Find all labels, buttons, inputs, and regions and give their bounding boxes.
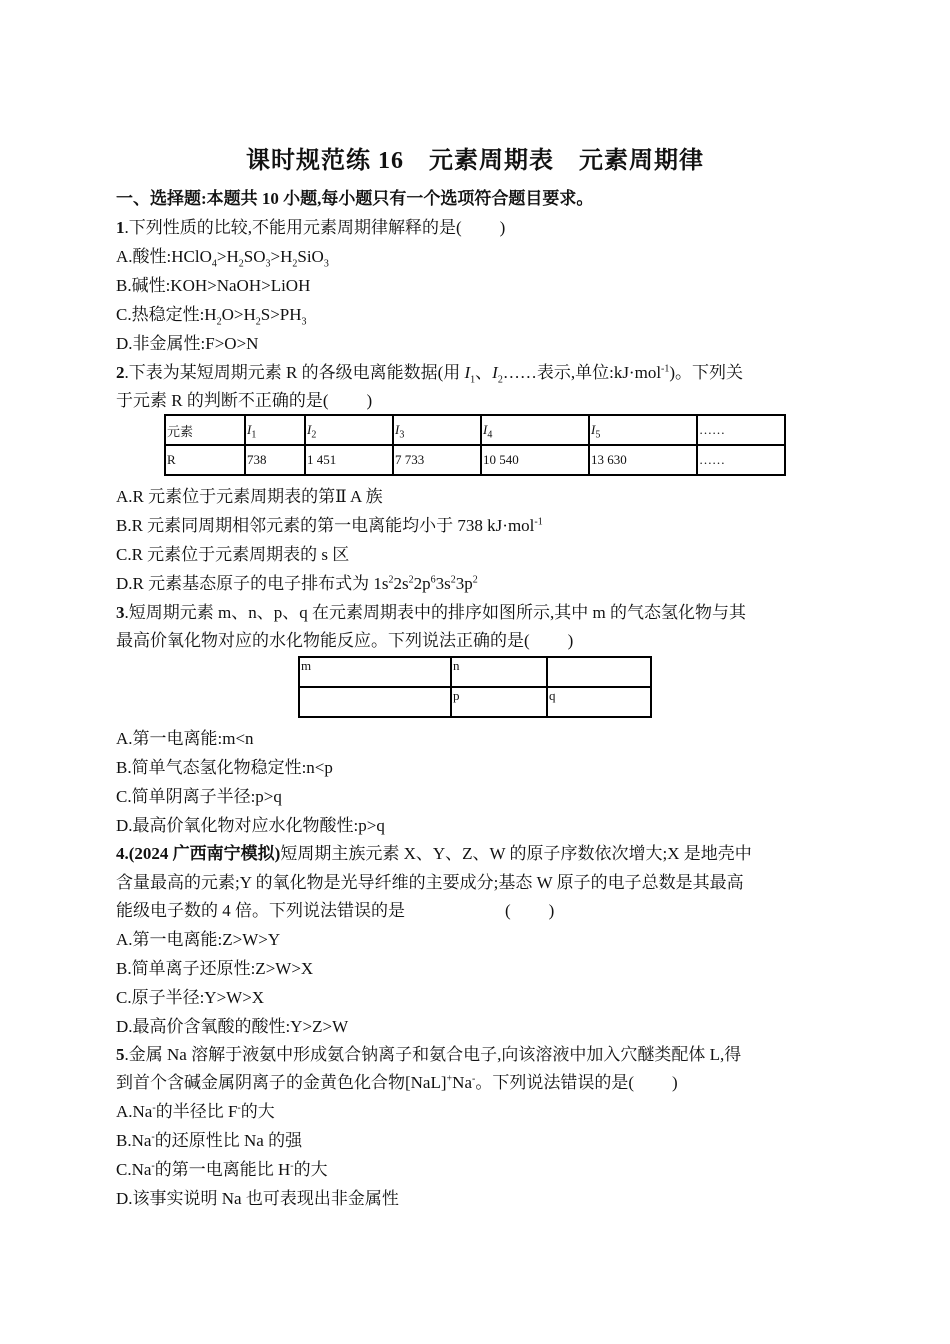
q5-b-part2: 的还原性比 Na 的强 [154, 1131, 303, 1150]
q3-stem-part1: .短周期元素 m、n、p、q 在元素周期表中的排序如图所示,其中 m 的气态氢化物与其 [124, 603, 746, 622]
q4-stem-line2: 含量最高的元素;Y 的氧化物是光导纤维的主要成分;基态 W 原子的电子总数是其最高 [116, 873, 744, 892]
table-row [299, 657, 651, 687]
table-cell: $I_2$ [305, 415, 393, 445]
q4-option-b: B.简单离子还原性:Z>W>X [116, 959, 314, 978]
q3-close: ) [567, 631, 574, 650]
q3-stem-line1 [116, 602, 746, 624]
table-cell: n [451, 657, 547, 687]
ionization-energy-table [164, 414, 786, 476]
q1-a-text: A.酸性:HClO [116, 247, 212, 266]
q4-number: 4 [116, 844, 125, 863]
q5-close: ) [672, 1073, 678, 1092]
q2-option-c: C.R 元素位于元素周期表的 s 区 [116, 545, 350, 564]
q3-option-c: C.简单阴离子半径:p>q [116, 787, 282, 806]
q5-stem-part4: 。下列说法错误的是( [475, 1073, 635, 1092]
q2-option-a: A.R 元素位于元素周期表的第Ⅱ A 族 [116, 487, 383, 506]
q5-c-part1: C.Na [116, 1160, 152, 1179]
q2-option-d: D.R 元素基态原子的电子排布式为 $1s^22s^22p^63s^23p^2$ [116, 574, 478, 593]
q2-close: ) [366, 391, 373, 410]
q3-option-a: A.第一电离能:m<n [116, 729, 254, 748]
q5-b-part1: B.Na [116, 1131, 152, 1150]
q1-number: 1 [116, 218, 125, 237]
q5-option-d: D.该事实说明 Na 也可表现出非金属性 [116, 1189, 399, 1208]
q5-c-part3: 的大 [293, 1160, 328, 1179]
q2-stem-part3: )。下列关 [669, 363, 744, 382]
q4-option-d: D.最高价含氧酸的酸性:Y>Z>W [116, 1017, 349, 1036]
q1-option-d: D.非金属性:F>O>N [116, 334, 259, 353]
q4-stem-part1: 短周期主族元素 X、Y、Z、W 的原子序数依次增大;X 是地壳中 [280, 844, 752, 863]
q2-d-text: D.R 元素基态原子的电子排布式为 1s [116, 574, 389, 593]
table-cell: 7 733 [393, 445, 481, 475]
table-cell: m [299, 657, 451, 687]
q3-option-d: D.最高价氧化物对应水化物酸性:p>q [116, 816, 385, 835]
table-cell: $I_1$ [245, 415, 305, 445]
q4-stem-part3: 能级电子数的 4 倍。下列说法错误的是 [116, 901, 405, 920]
q5-a-part3: 的大 [240, 1102, 275, 1121]
q2-number: 2 [116, 363, 125, 382]
q4-option-c: C.原子半径:Y>W>X [116, 988, 265, 1007]
q1-stem [116, 217, 505, 239]
q5-a-part2: 的半径比 F [155, 1102, 238, 1121]
q4-source: .(2024 广西南宁模拟) [124, 844, 281, 863]
periodic-position-table [298, 656, 652, 718]
q3-number: 3 [116, 603, 125, 622]
q5-a-part1: A.Na [116, 1102, 153, 1121]
q2-stem-line1: 2.下表为某短周期元素 R 的各级电离能数据(用 $I_1$、$I_2\dots\dots$表示,单位:kJ·mol$^{-1}$)。下列关 [116, 363, 744, 386]
page-title: 课时规范练 16 元素周期表 元素周期律 [246, 148, 704, 174]
q4-stem-line1 [116, 843, 752, 865]
table-header-row [165, 415, 785, 445]
q1-c-text: C.热稳定性:H [116, 305, 217, 324]
table-cell [299, 687, 451, 717]
q1-stem-text: .下列性质的比较,不能用元素周期律解释的是( [124, 218, 462, 237]
q5-option-a: A.Na-的半径比 F-的大 [116, 1102, 275, 1121]
q5-option-b: B.Na-的还原性比 Na 的强 [116, 1131, 303, 1150]
section-heading: 一、选择题:本题共 10 小题,每小题只有一个选项符合题目要求。 [116, 189, 594, 208]
table-cell: p [451, 687, 547, 717]
q5-number: 5 [116, 1045, 125, 1064]
table-cell: 1 451 [305, 445, 393, 475]
q5-stem-part1: .金属 Na 溶解于液氨中形成氨合钠离子和氨合电子,向该溶液中加入穴醚类配体 L,得 [124, 1045, 742, 1064]
table-row [299, 687, 651, 717]
q2-option-b: B.R 元素同周期相邻元素的第一电离能均小于 738 kJ·mol$^{-1}$ [116, 516, 543, 535]
table-cell: $I_5$ [589, 415, 697, 445]
q3-option-b: B.简单气态氢化物稳定性:n<p [116, 758, 333, 777]
table-cell: 元素 [165, 415, 245, 445]
q2-stem-part4: 于元素 R 的判断不正确的是( [116, 391, 329, 410]
table-cell: q [547, 687, 651, 717]
q2-stem-part2: ……表示,单位:kJ·mol [502, 363, 662, 382]
q4-close: ) [548, 901, 555, 920]
table-cell: R [165, 445, 245, 475]
q2-stem-part1: .下表为某短周期元素 R 的各级电离能数据(用 [124, 363, 465, 382]
table-row [165, 445, 785, 475]
q5-stem-line1 [116, 1044, 741, 1066]
q2-b-text: B.R 元素同周期相邻元素的第一电离能均小于 738 kJ·mol [116, 516, 535, 535]
table-cell: …… [697, 445, 785, 475]
q4-option-a: A.第一电离能:Z>W>Y [116, 930, 281, 949]
q5-c-part2: 的第一电离能比 H [154, 1160, 291, 1179]
q5-stem-line2: 到首个含碱金属阴离子的金黄色化合物[NaL]+Na-。下列说法错误的是( ) [116, 1073, 678, 1092]
q4-open: ( [505, 901, 511, 920]
q1-option-c: C.热稳定性$:H_2O>H_2S>PH_3$ [116, 305, 307, 328]
table-cell: 13 630 [589, 445, 697, 475]
q3-stem-line2 [116, 630, 573, 652]
table-cell: 738 [245, 445, 305, 475]
q4-stem-line3 [116, 900, 554, 922]
q1-option-b: B.碱性:KOH>NaOH>LiOH [116, 276, 311, 295]
q5-option-c: C.Na-的第一电离能比 H-的大 [116, 1160, 328, 1179]
q1-option-a: A.酸性$:HClO_4>H_2SO_3>H_2SiO_3$ [116, 247, 329, 270]
table-cell [547, 657, 651, 687]
q1-close: ) [499, 218, 506, 237]
q5-stem-part3: Na [452, 1073, 472, 1092]
table-cell: $I_3$ [393, 415, 481, 445]
table-cell: $I_4$ [481, 415, 589, 445]
q3-stem-part2: 最高价氧化物对应的水化物能反应。下列说法正确的是( [116, 631, 530, 650]
q2-stem-line2 [116, 390, 372, 412]
q5-stem-part2: 到首个含碱金属阴离子的金黄色化合物[NaL] [116, 1073, 447, 1092]
table-cell: 10 540 [481, 445, 589, 475]
table-cell: …… [697, 415, 785, 445]
